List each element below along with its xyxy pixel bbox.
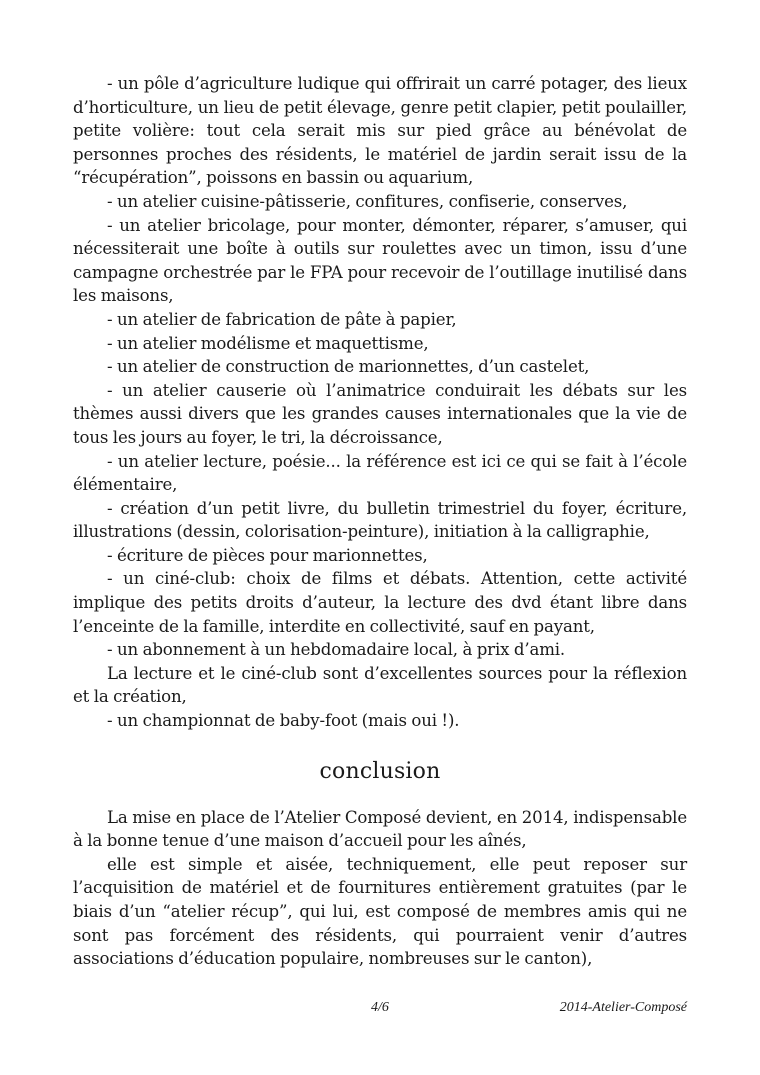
page-footer (73, 1000, 687, 1024)
section-heading-conclusion: conclusion (319, 758, 441, 784)
conclusion-section (73, 806, 687, 971)
activity-paragraph: La lecture et le ciné-club sont d’excellentes sources pour la réflexion et la création, (73, 663, 687, 707)
activity-paragraph: - un atelier de construction de marionnettes, d’un castelet, (107, 357, 590, 377)
conclusion-paragraph: elle est simple et aisée, techniquement, elle peut reposer sur l’acquisition de matériel et de fournitures entièrement gratuites (par le biais d’un “atelier récup”, qui lui, est composé de membres amis qui ne sont pas forcément des résidents, qui pourraient venir d’autres associations d’éducation populaire, nombreuses sur le canton), (73, 854, 687, 969)
conclusion-paragraph: La mise en place de l’Atelier Composé devient, en 2014, indispensable à la bonne tenue d’une maison d’accueil pour les aînés, (73, 807, 687, 851)
activity-paragraph: - un ciné-club: choix de films et débats. Attention, cette activité implique des petits droits d’auteur, la lecture des dvd étant libre dans l’enceinte de la famille, interdite en collectivité, sauf en payant, (73, 569, 687, 636)
activity-paragraph: - un atelier lecture, poésie... la référence est ici ce qui se fait à l’école élémentaire, (73, 451, 687, 495)
document-page (73, 72, 687, 971)
activity-paragraph: - un atelier de fabrication de pâte à papier, (107, 309, 457, 329)
activity-paragraph: - un atelier modélisme et maquettisme, (107, 333, 429, 353)
activity-paragraph: - création d’un petit livre, du bulletin trimestriel du foyer, écriture, illustrations (dessin, colorisation-peinture), initiation à la calligraphie, (73, 498, 687, 542)
page-number: 4/6 (371, 1000, 389, 1015)
activity-paragraph: - un atelier cuisine-pâtisserie, confitures, confiserie, conserves, (107, 191, 628, 211)
activity-list (73, 72, 687, 733)
activity-paragraph: - un atelier causerie où l’animatrice conduirait les débats sur les thèmes aussi divers que les grandes causes internationales que la vie de tous les jours au foyer, le tri, la décroissance, (73, 380, 687, 447)
activity-paragraph: - un championnat de baby-foot (mais oui !). (107, 711, 460, 731)
activity-paragraph: - un abonnement à un hebdomadaire local, à prix d’ami. (107, 640, 566, 660)
document-name: 2014-Atelier-Composé (559, 1000, 687, 1015)
activity-paragraph: - un pôle d’agriculture ludique qui offrirait un carré potager, des lieux d’horticulture, un lieu de petit élevage, genre petit clapier, petit poulailler, petite volière: tout cela serait mis sur pied grâce au bénévolat de personnes proches des résidents, le matériel de jardin serait issu de la “récupération”, poissons en bassin ou aquarium, (73, 74, 687, 188)
activity-paragraph: - un atelier bricolage, pour monter, démonter, réparer, s’amuser, qui nécessiterait une boîte à outils sur roulettes avec un timon, issu d’une campagne orchestrée par le FPA pour recevoir de l’outillage inutilisé dans les maisons, (73, 215, 687, 306)
activity-paragraph: - écriture de pièces pour marionnettes, (107, 545, 428, 565)
